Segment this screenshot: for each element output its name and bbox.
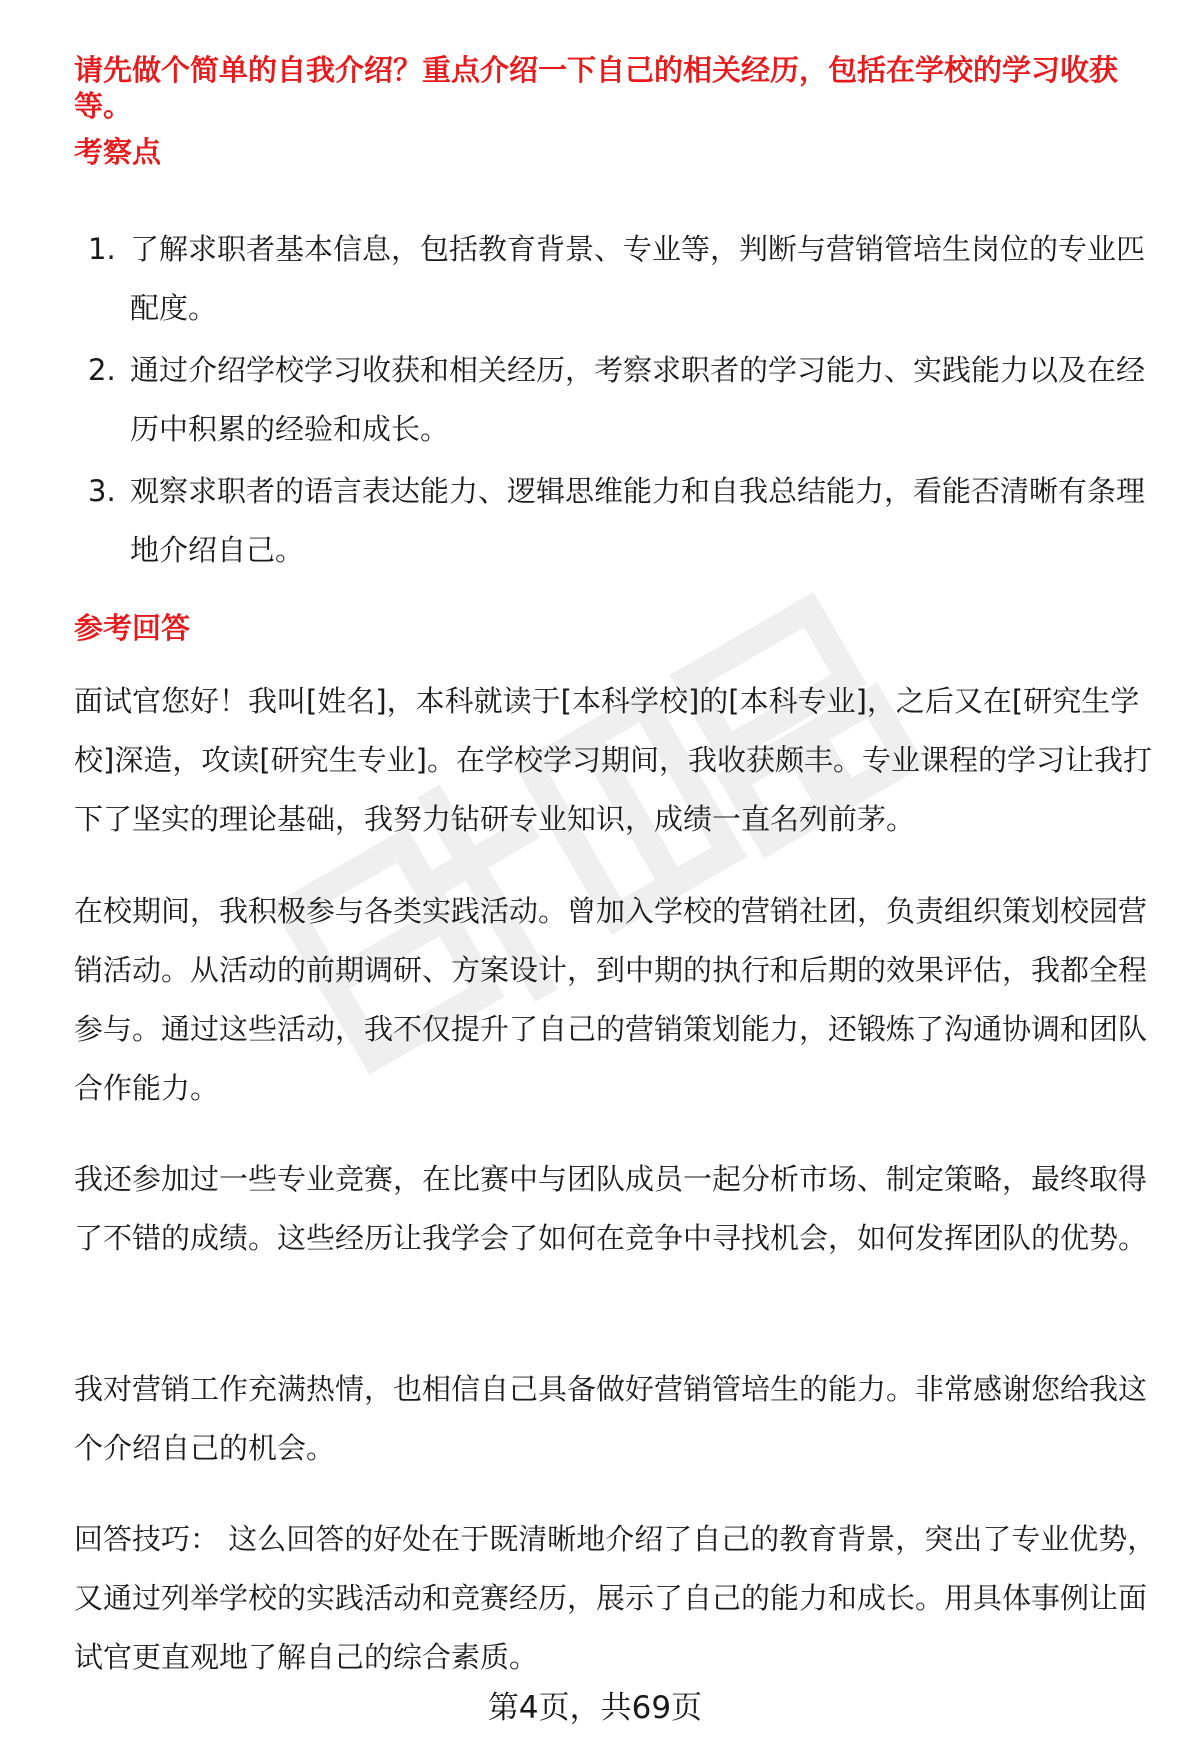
assessment-item [74, 462, 1164, 580]
assessment-heading: 考察点 [74, 135, 162, 169]
assessment-item [74, 220, 1164, 338]
answer-paragraph: 面试官您好！我叫[姓名]，本科就读于[本科学校]的[本科专业]，之后又在[研究生学校]深造，攻读[研究生专业]。在学校学习期间，我收获颇丰。专业课程的学习让我打下了坚实的理论基础，我努力钻研专业知识，成绩一直名列前茅。 [74, 684, 1152, 836]
assessment-list [74, 220, 1164, 583]
question-title: 请先做个简单的自我介绍？重点介绍一下自己的相关经历，包括在学校的学习收获等。 [74, 53, 1119, 123]
item-text: 观察求职者的语言表达能力、逻辑思维能力和自我总结能力，看能否清晰有条理地介绍自己。 [130, 474, 1146, 567]
item-number: 3. [88, 474, 116, 508]
page-number: 第4页，共69页 [487, 1690, 703, 1726]
item-text: 了解求职者基本信息，包括教育背景、专业等，判断与营销管培生岗位的专业匹配度。 [130, 232, 1146, 325]
item-number: 2. [88, 353, 116, 387]
answer-paragraph: 我对营销工作充满热情，也相信自己具备做好营销管培生的能力。非常感谢您给我这个介绍自己的机会。 [74, 1372, 1148, 1465]
assessment-item [74, 341, 1164, 459]
answer-paragraph: 我还参加过一些专业竞赛，在比赛中与团队成员一起分析市场、制定策略，最终取得了不错的成绩。这些经历让我学会了如何在竞争中寻找机会，如何发挥团队的优势。 [74, 1162, 1148, 1255]
answer-paragraph: 在校期间，我积极参与各类实践活动。曾加入学校的营销社团，负责组织策划校园营销活动。从活动的前期调研、方案设计，到中期的执行和后期的效果评估，我都全程参与。通过这些活动，我不仅提升了自己的营销策划能力，还锻炼了沟通协调和团队合作能力。 [74, 894, 1148, 1105]
answer-heading: 参考回答 [74, 611, 191, 645]
answer-tip-paragraph: 回答技巧： 这么回答的好处在于既清晰地介绍了自己的教育背景，突出了专业优势，又通过列举学校的实践活动和竞赛经历，展示了自己的能力和成长。用具体事例让面试官更直观地了解自己的综合素质。 [74, 1522, 1157, 1674]
item-number: 1. [88, 232, 116, 266]
item-text: 通过介绍学校学习收获和相关经历，考察求职者的学习能力、实践能力以及在经历中积累的经验和成长。 [130, 353, 1146, 446]
